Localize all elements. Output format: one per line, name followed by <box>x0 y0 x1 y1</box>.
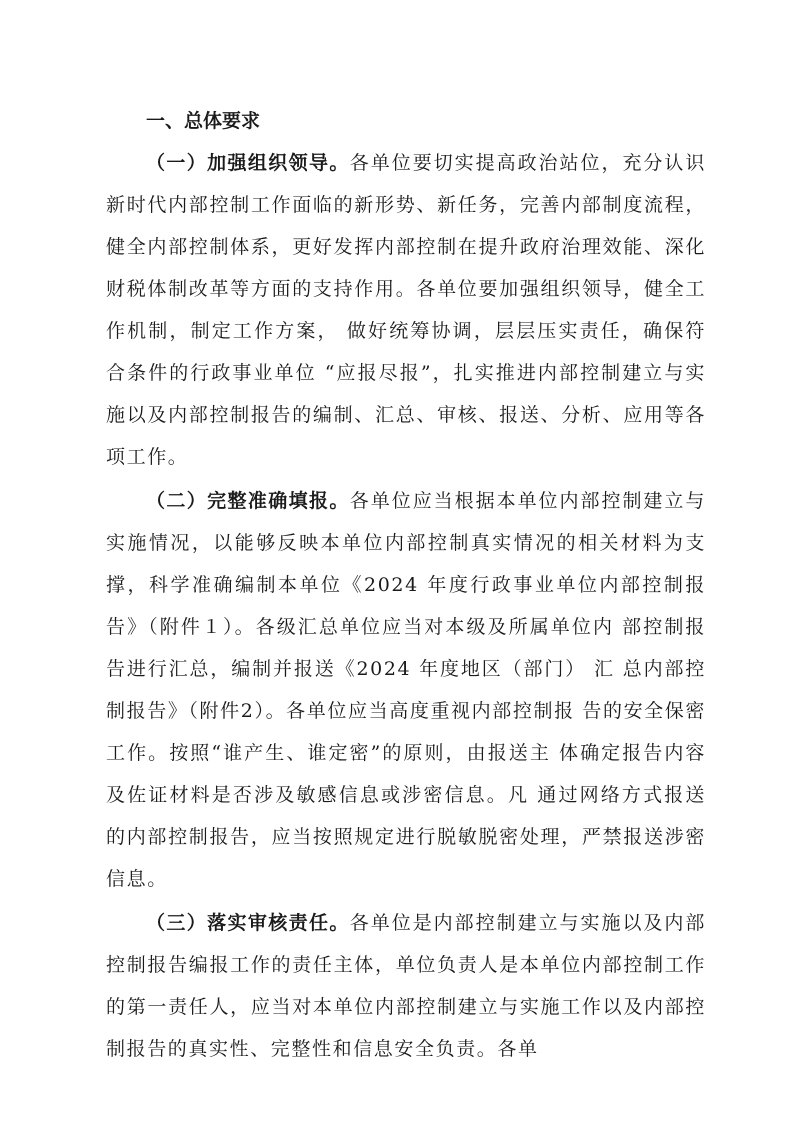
paragraph-body: 各单位要切实提高政治站位，充分认识新时代内部控制工作面临的新形势、新任务，完善内部制度流程，健全内部控制体系，更好发挥内部控制在提升政府治理效能、深化财税体制改革等方面的支持作用。各单位要加强组织领导，健全工作机制，制定工作方案， 做好统筹协调，层层压实责任，确保符合条件的行政事业单位 “应报尽报”，扎实推进内部控制建立与实施以及内部控制报告的编制、汇总、审核、报送、分析、应用等各项工作。 <box>106 152 706 468</box>
paragraph-body: 各单位是内部控制建立与实施以及内部控制报告编报工作的责任主体，单位负责人是本单位内部控制工作的第一责任人，应当对本单位内部控制建立与实施工作以及内部控制报告的真实性、完整性和信息安全负责。各单 <box>106 912 706 1060</box>
paragraph-body: 各单位应当根据本单位内部控制建立与实施情况，以能够反映本单位内部控制真实情况的相关材料为支撑，科学准确编制本单位《2024 年度行政事业单位内部控制报告》（附件１）。各级汇总单位应当对本级及所属单位内 部控制报告进行汇总，编制并报送《2024 年度地区（部门） 汇 总内部控制报告》（附件2）。各单位应当高度重视内部控制报 告的安全保密工作。按照“谁产生、谁定密”的原则，由报送主 体确定报告内容及佐证材料是否涉及敏感信息或涉密信息。凡 通过网络方式报送的内部控制报告，应当按照规定进行脱敏脱密处理，严禁报送涉密信息。 <box>106 490 706 890</box>
paragraph-lead: （二）完整准确填报。 <box>146 490 350 512</box>
paragraph-lead: （三）落实审核责任。 <box>146 912 350 934</box>
paragraph-strengthen-leadership <box>106 142 706 478</box>
paragraph-review-responsibility <box>106 902 706 1070</box>
paragraph-lead: （一）加强组织领导。 <box>146 152 350 174</box>
paragraph-accurate-reporting <box>106 480 706 900</box>
section-heading: 一、总体要求 <box>146 110 261 132</box>
